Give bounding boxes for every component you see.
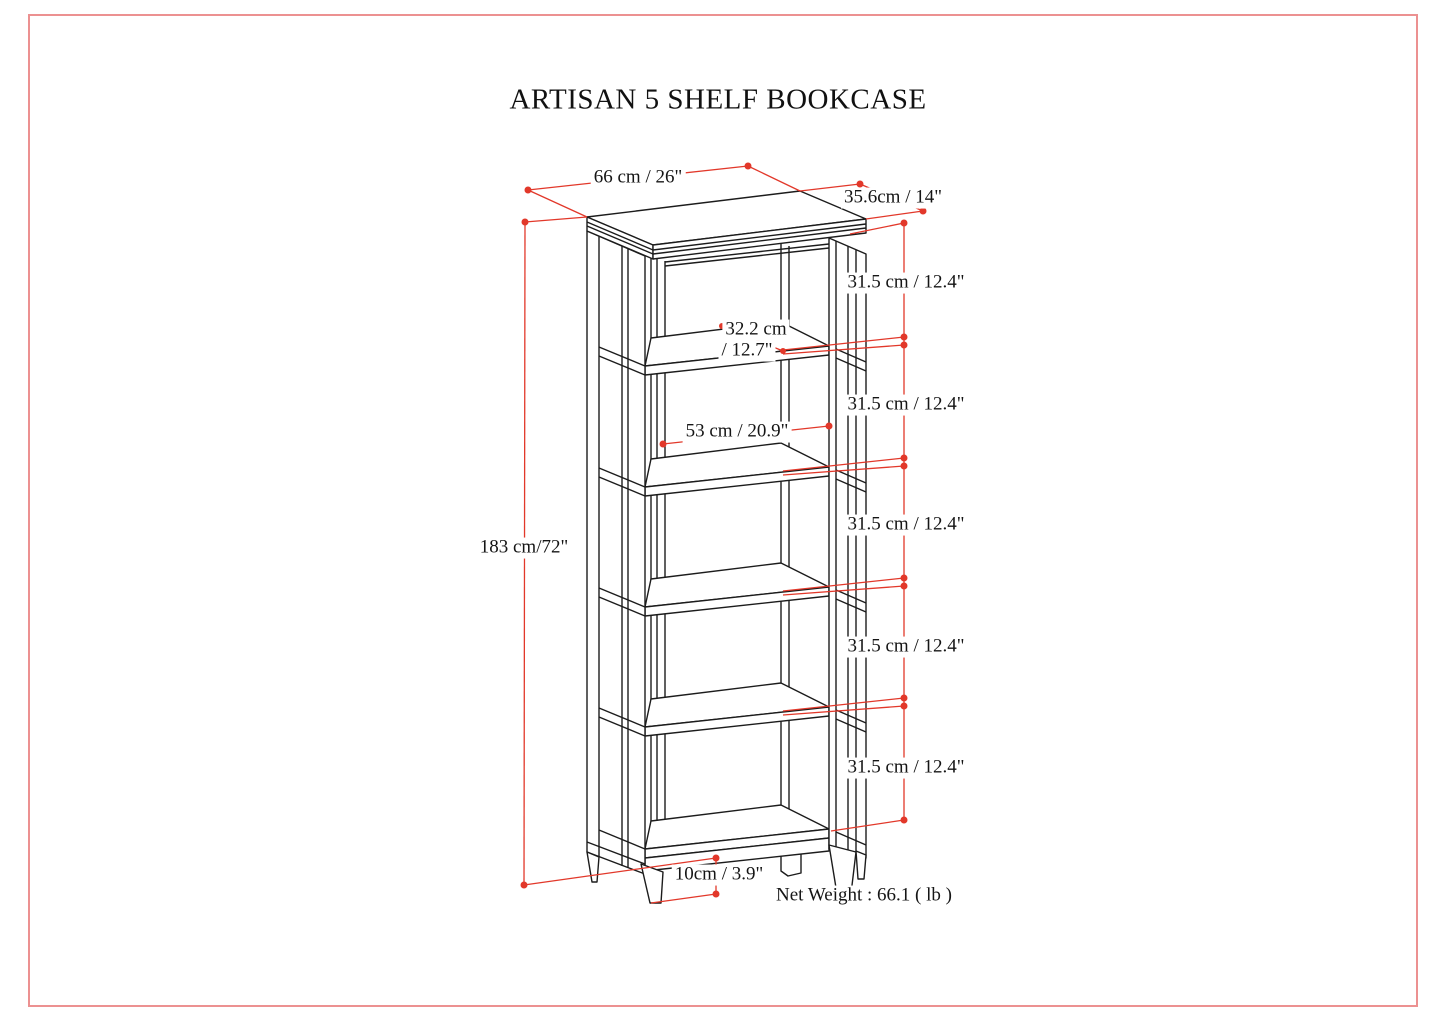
back-right-outer-leg [856, 851, 866, 879]
dim-interior-depth-in: / 12.7" [718, 341, 775, 362]
dim-shelf-spacing: 31.5 cm / 12.4" [845, 395, 968, 416]
dim-shelf-spacing: 31.5 cm / 12.4" [845, 273, 968, 294]
dim-shelf-spacing: 31.5 cm / 12.4" [845, 637, 968, 658]
back-left-leg [587, 852, 599, 882]
dim-overall-depth: 35.6cm / 14" [841, 188, 945, 209]
dim-overall-width: 66 cm / 26" [591, 168, 686, 189]
dim-shelf-spacing: 31.5 cm / 12.4" [845, 758, 968, 779]
left-side-panel [587, 231, 645, 874]
dim-leg-height: 10cm / 3.9" [672, 865, 767, 886]
net-weight-label: Net Weight : 66.1 ( lb ) [773, 886, 955, 907]
dim-interior-depth-cm: 32.2 cm [722, 320, 789, 341]
page-title: ARTISAN 5 SHELF BOOKCASE [509, 83, 927, 116]
dim-shelf-spacing: 31.5 cm / 12.4" [845, 515, 968, 536]
dim-interior-width: 53 cm / 20.9" [683, 422, 792, 443]
dim-overall-height: 183 cm/72" [477, 538, 572, 559]
